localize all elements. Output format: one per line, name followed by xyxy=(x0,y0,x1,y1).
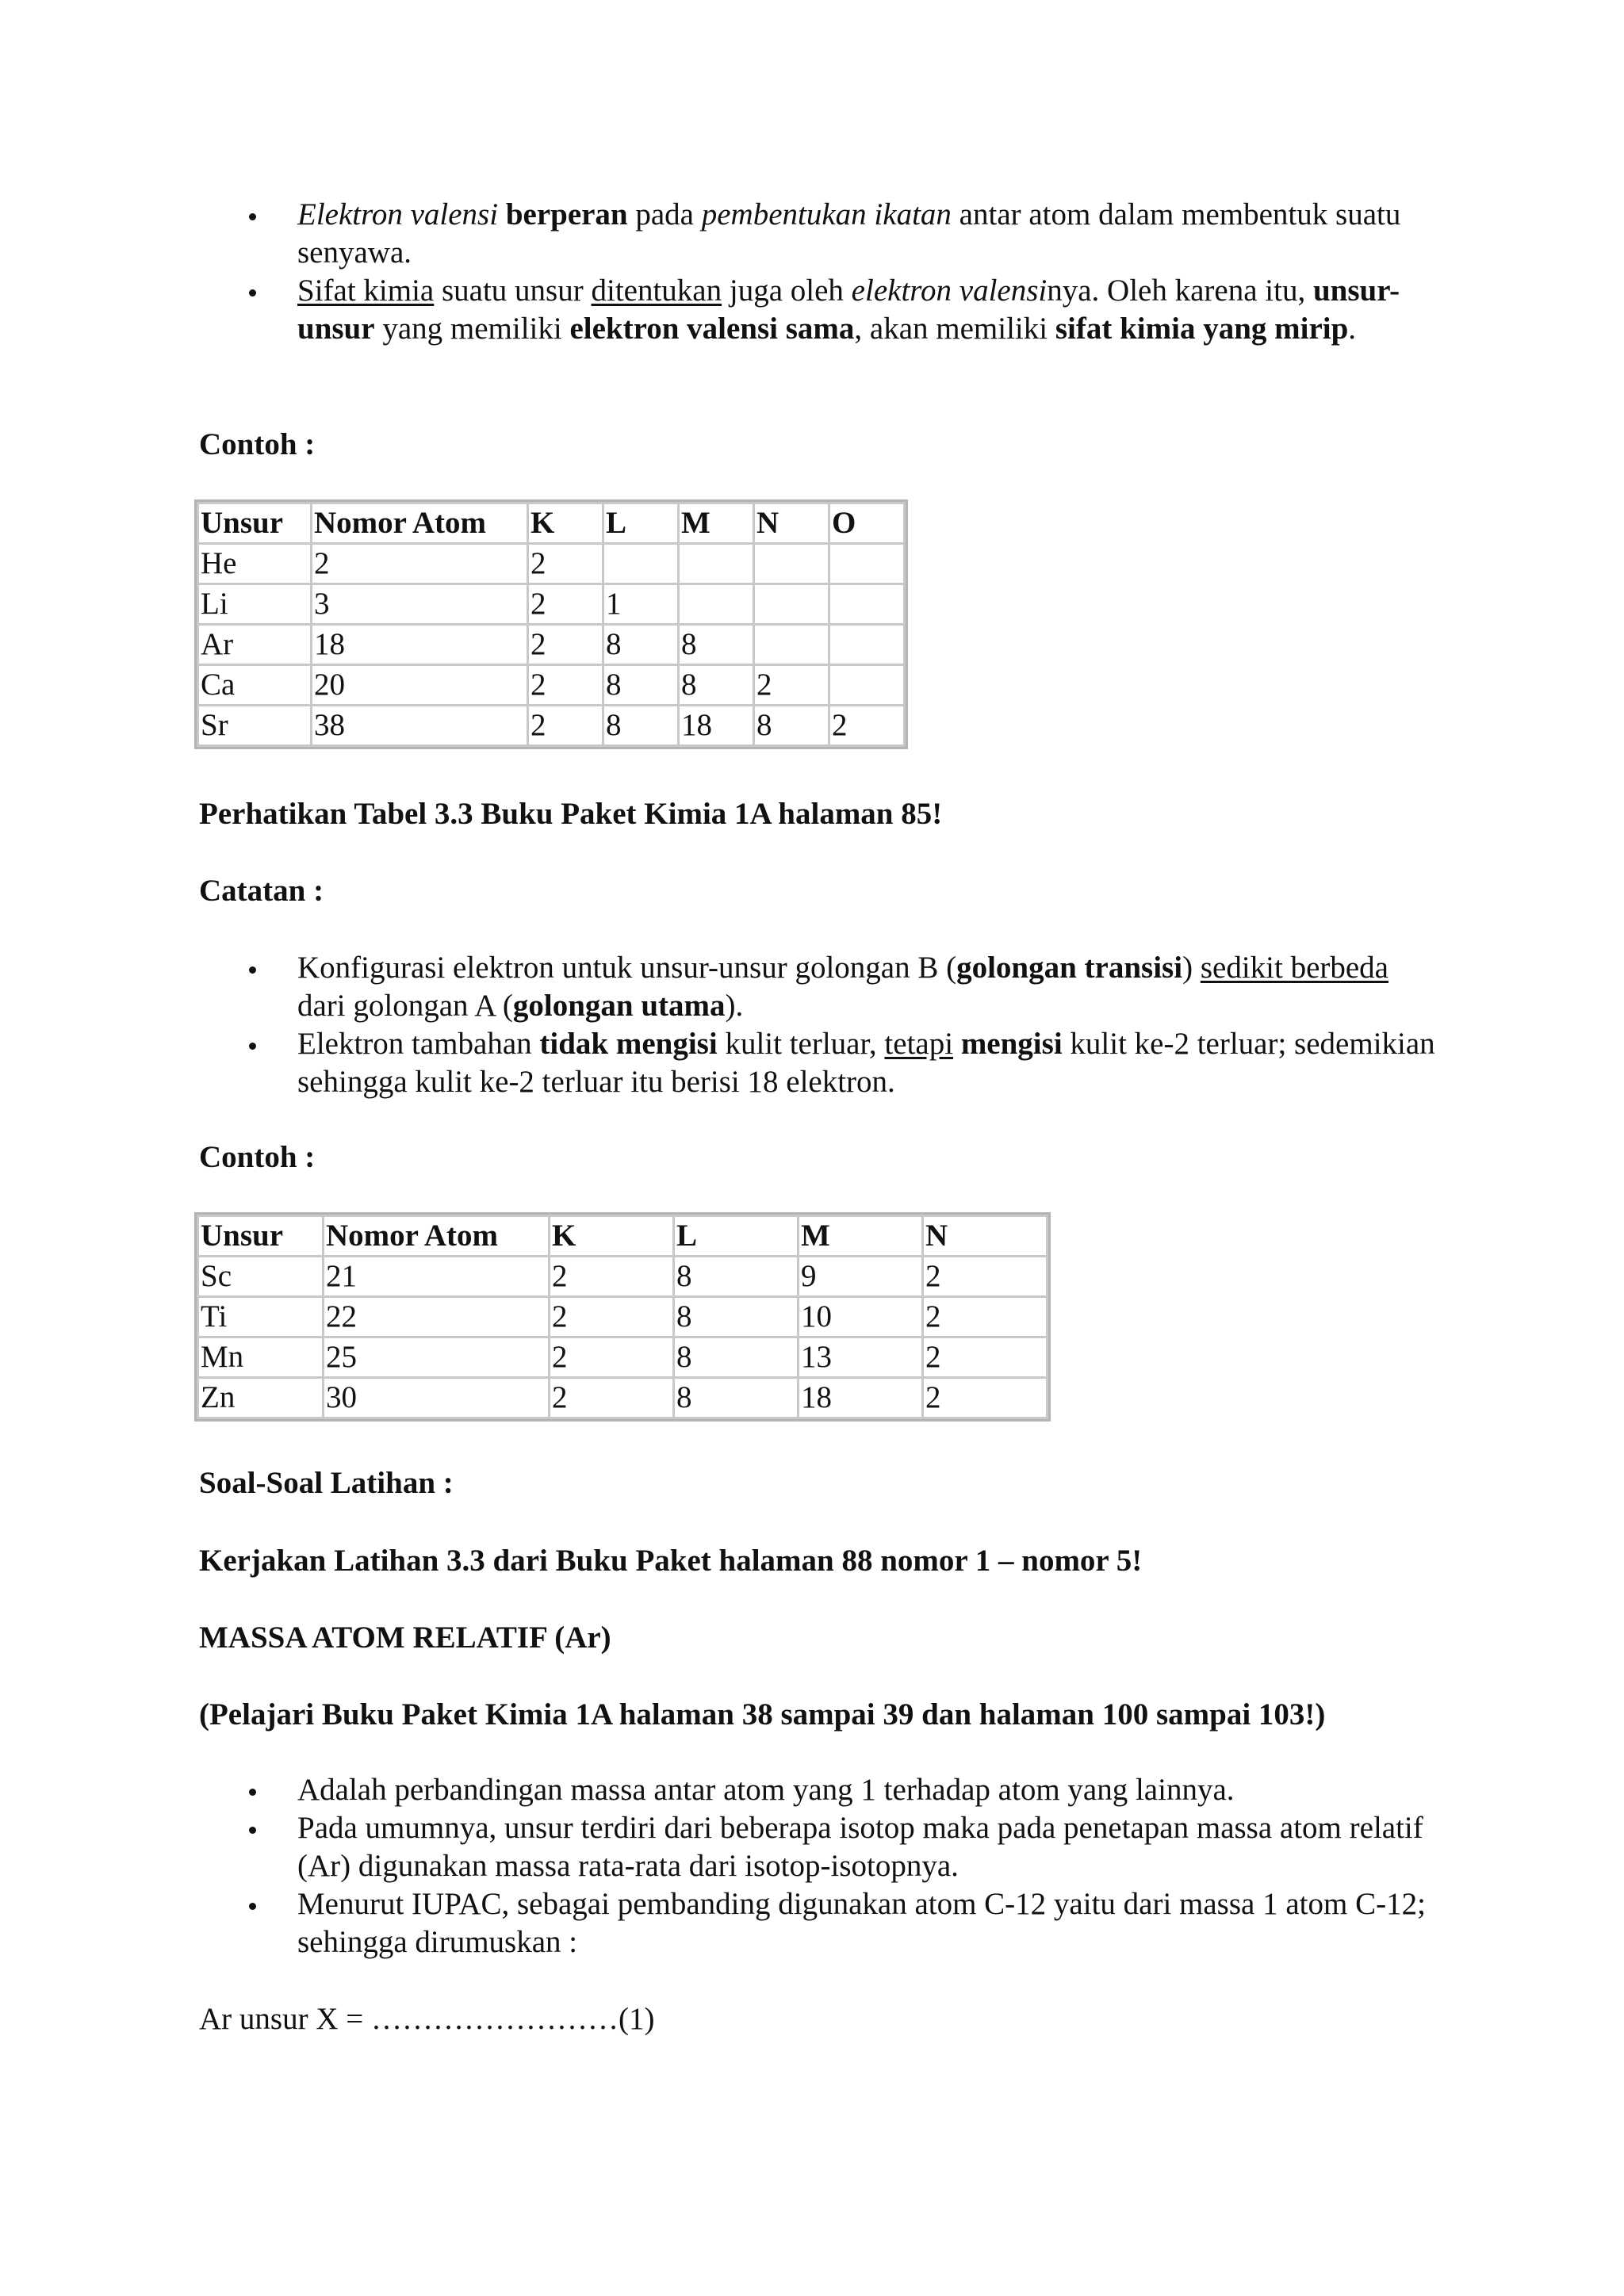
table-cell xyxy=(603,544,679,584)
catatan-bullet-list xyxy=(199,949,1436,1101)
table-row xyxy=(198,1378,1048,1418)
table-cell: 10 xyxy=(799,1297,923,1337)
table-cell: 2 xyxy=(550,1297,674,1337)
column-header: Nomor Atom xyxy=(312,503,528,544)
column-header: Unsur xyxy=(198,1216,324,1257)
table-cell: Ar xyxy=(198,625,312,665)
column-header: K xyxy=(528,503,603,544)
table-cell xyxy=(754,584,829,625)
list-item: Sifat kimia suatu unsur ditentukan juga oleh elektron valensinya. Oleh karena itu, unsur-unsur yang memiliki elektron valensi sama, akan memiliki sifat kimia yang mirip. xyxy=(199,272,1436,348)
table-cell: 22 xyxy=(324,1297,550,1337)
table-cell: 2 xyxy=(550,1378,674,1418)
list-item: Menurut IUPAC, sebagai pembanding digunakan atom C-12 yaitu dari massa 1 atom C-12; sehingga dirumuskan : xyxy=(199,1885,1436,1961)
soal-heading: Soal-Soal Latihan : xyxy=(199,1466,454,1500)
column-header: L xyxy=(674,1216,799,1257)
table-cell: 2 xyxy=(312,544,528,584)
table-cell: 13 xyxy=(799,1337,923,1378)
column-header: Unsur xyxy=(198,503,312,544)
table-row xyxy=(198,544,905,584)
table-cell: 8 xyxy=(603,706,679,746)
table-cell xyxy=(829,584,905,625)
electron-config-table-transition xyxy=(197,1215,1048,1419)
table-cell: 8 xyxy=(674,1257,799,1297)
table-cell: 30 xyxy=(324,1378,550,1418)
table-cell: 38 xyxy=(312,706,528,746)
table-cell: 2 xyxy=(550,1257,674,1297)
table-cell: 1 xyxy=(603,584,679,625)
table-cell: He xyxy=(198,544,312,584)
column-header: K xyxy=(550,1216,674,1257)
ar-formula: Ar unsur X = ……………………(1) xyxy=(199,2002,655,2036)
table-cell: 8 xyxy=(754,706,829,746)
table-cell: 21 xyxy=(324,1257,550,1297)
table-cell: 8 xyxy=(679,665,754,706)
table-row xyxy=(198,706,905,746)
table-cell: 2 xyxy=(528,625,603,665)
table-cell: 3 xyxy=(312,584,528,625)
table-cell: Ti xyxy=(198,1297,324,1337)
table-cell xyxy=(829,665,905,706)
table-cell: Sr xyxy=(198,706,312,746)
table-row xyxy=(198,625,905,665)
perhatikan-note: Perhatikan Tabel 3.3 Buku Paket Kimia 1A halaman 85! xyxy=(199,797,943,831)
table-cell: 8 xyxy=(674,1378,799,1418)
table-cell xyxy=(829,625,905,665)
column-header: N xyxy=(923,1216,1048,1257)
table-cell: Mn xyxy=(198,1337,324,1378)
column-header: M xyxy=(679,503,754,544)
valence-bullet-list xyxy=(199,196,1436,348)
table-cell: 25 xyxy=(324,1337,550,1378)
table-cell xyxy=(754,544,829,584)
table-cell: 2 xyxy=(923,1337,1048,1378)
table-cell xyxy=(829,544,905,584)
table-cell: 2 xyxy=(754,665,829,706)
massa-bullet-list xyxy=(199,1771,1436,1961)
table-cell: Zn xyxy=(198,1378,324,1418)
table-header-row xyxy=(198,503,905,544)
table-cell: 8 xyxy=(679,625,754,665)
column-header: L xyxy=(603,503,679,544)
table-cell: 20 xyxy=(312,665,528,706)
column-header: M xyxy=(799,1216,923,1257)
table-cell: Li xyxy=(198,584,312,625)
table-cell: 2 xyxy=(528,544,603,584)
table-header-row xyxy=(198,1216,1048,1257)
contoh-heading: Contoh : xyxy=(199,1140,316,1174)
table-cell xyxy=(754,625,829,665)
table-cell: 2 xyxy=(923,1378,1048,1418)
table-cell: 8 xyxy=(674,1297,799,1337)
table-cell: 8 xyxy=(603,665,679,706)
table-cell: 2 xyxy=(528,706,603,746)
table-cell: 2 xyxy=(923,1297,1048,1337)
table-cell: 2 xyxy=(829,706,905,746)
table-cell: 18 xyxy=(312,625,528,665)
electron-config-table-main-group xyxy=(197,502,906,747)
table-row xyxy=(198,584,905,625)
kerjakan-instruction: Kerjakan Latihan 3.3 dari Buku Paket halaman 88 nomor 1 – nomor 5! xyxy=(199,1544,1143,1578)
table-row xyxy=(198,665,905,706)
table-row xyxy=(198,1257,1048,1297)
table-cell: 18 xyxy=(799,1378,923,1418)
list-item: Konfigurasi elektron untuk unsur-unsur golongan B (golongan transisi) sedikit berbeda dari golongan A (golongan utama). xyxy=(199,949,1436,1025)
table-cell: Ca xyxy=(198,665,312,706)
table-cell: 8 xyxy=(603,625,679,665)
table-row xyxy=(198,1337,1048,1378)
contoh-heading: Contoh : xyxy=(199,427,316,461)
table-cell: 18 xyxy=(679,706,754,746)
table-cell: 9 xyxy=(799,1257,923,1297)
list-item: Pada umumnya, unsur terdiri dari beberapa isotop maka pada penetapan massa atom relatif (Ar) digunakan massa rata-rata dari isotop-isotopnya. xyxy=(199,1809,1436,1885)
list-item: Elektron valensi berperan pada pembentukan ikatan antar atom dalam membentuk suatu senyawa. xyxy=(199,196,1436,272)
column-header: N xyxy=(754,503,829,544)
table-cell: 8 xyxy=(674,1337,799,1378)
list-item: Elektron tambahan tidak mengisi kulit terluar, tetapi mengisi kulit ke-2 terluar; sedemikian sehingga kulit ke-2 terluar itu berisi 18 elektron. xyxy=(199,1025,1436,1101)
column-header: Nomor Atom xyxy=(324,1216,550,1257)
column-header: O xyxy=(829,503,905,544)
table-row xyxy=(198,1297,1048,1337)
table-cell: 2 xyxy=(528,665,603,706)
table-cell xyxy=(679,544,754,584)
pelajari-instruction: (Pelajari Buku Paket Kimia 1A halaman 38 sampai 39 dan halaman 100 sampai 103!) xyxy=(199,1697,1326,1732)
table-cell: Sc xyxy=(198,1257,324,1297)
list-item: Adalah perbandingan massa antar atom yang 1 terhadap atom yang lainnya. xyxy=(199,1771,1436,1809)
table-cell: 2 xyxy=(550,1337,674,1378)
catatan-heading: Catatan : xyxy=(199,874,324,908)
section-title: MASSA ATOM RELATIF (Ar) xyxy=(199,1621,611,1655)
table-cell: 2 xyxy=(923,1257,1048,1297)
table-cell: 2 xyxy=(528,584,603,625)
table-cell xyxy=(679,584,754,625)
